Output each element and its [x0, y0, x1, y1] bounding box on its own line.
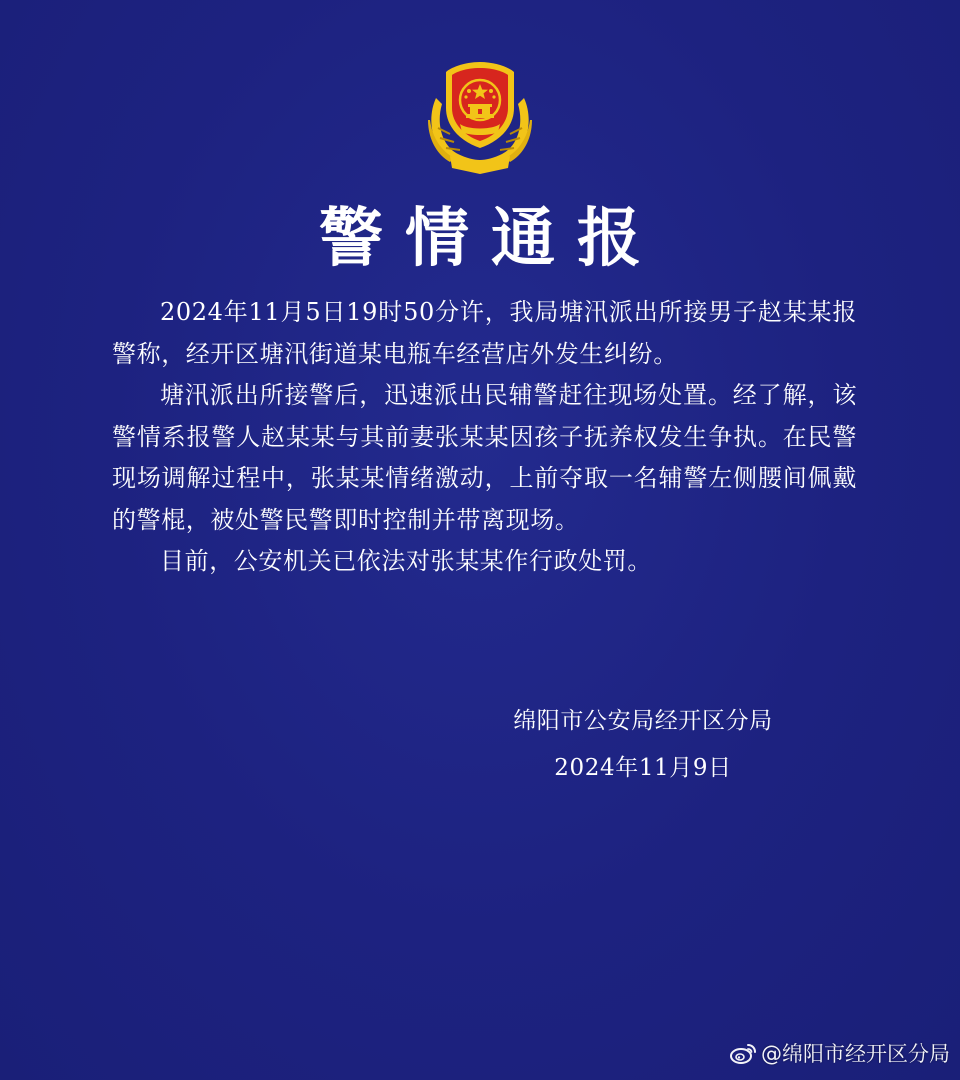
- issuer-name: 绵阳市公安局经开区分局: [513, 708, 773, 734]
- issue-date: 2024年11月9日: [554, 755, 732, 781]
- weibo-icon: [729, 1041, 757, 1065]
- notice-body: [112, 292, 857, 583]
- notice-title: 警情通报: [319, 201, 663, 276]
- police-emblem-icon: [424, 58, 536, 174]
- weibo-watermark: [729, 1038, 950, 1068]
- notice-paragraph-3: 目前，公安机关已依法对张某某作行政处罚。: [160, 547, 652, 575]
- notice-paragraph-2: 塘汛派出所接警后，迅速派出民辅警赶往现场处置。经了解，该警情系报警人赵某某与其前妻张某某因孩子抚养权发生争执。在民警现场调解过程中，张某某情绪激动，上前夺取一名辅警左侧腰间佩戴的警棍，被处警民警即时控制并带离现场。: [112, 381, 857, 534]
- notice-paragraph-1: 2024年11月5日19时50分许，我局塘汛派出所接男子赵某某报警称，经开区塘汛街道某电瓶车经营店外发生纠纷。: [112, 298, 857, 368]
- weibo-account-label: @绵阳市经开区分局: [761, 1042, 950, 1066]
- signature-block: [458, 698, 828, 792]
